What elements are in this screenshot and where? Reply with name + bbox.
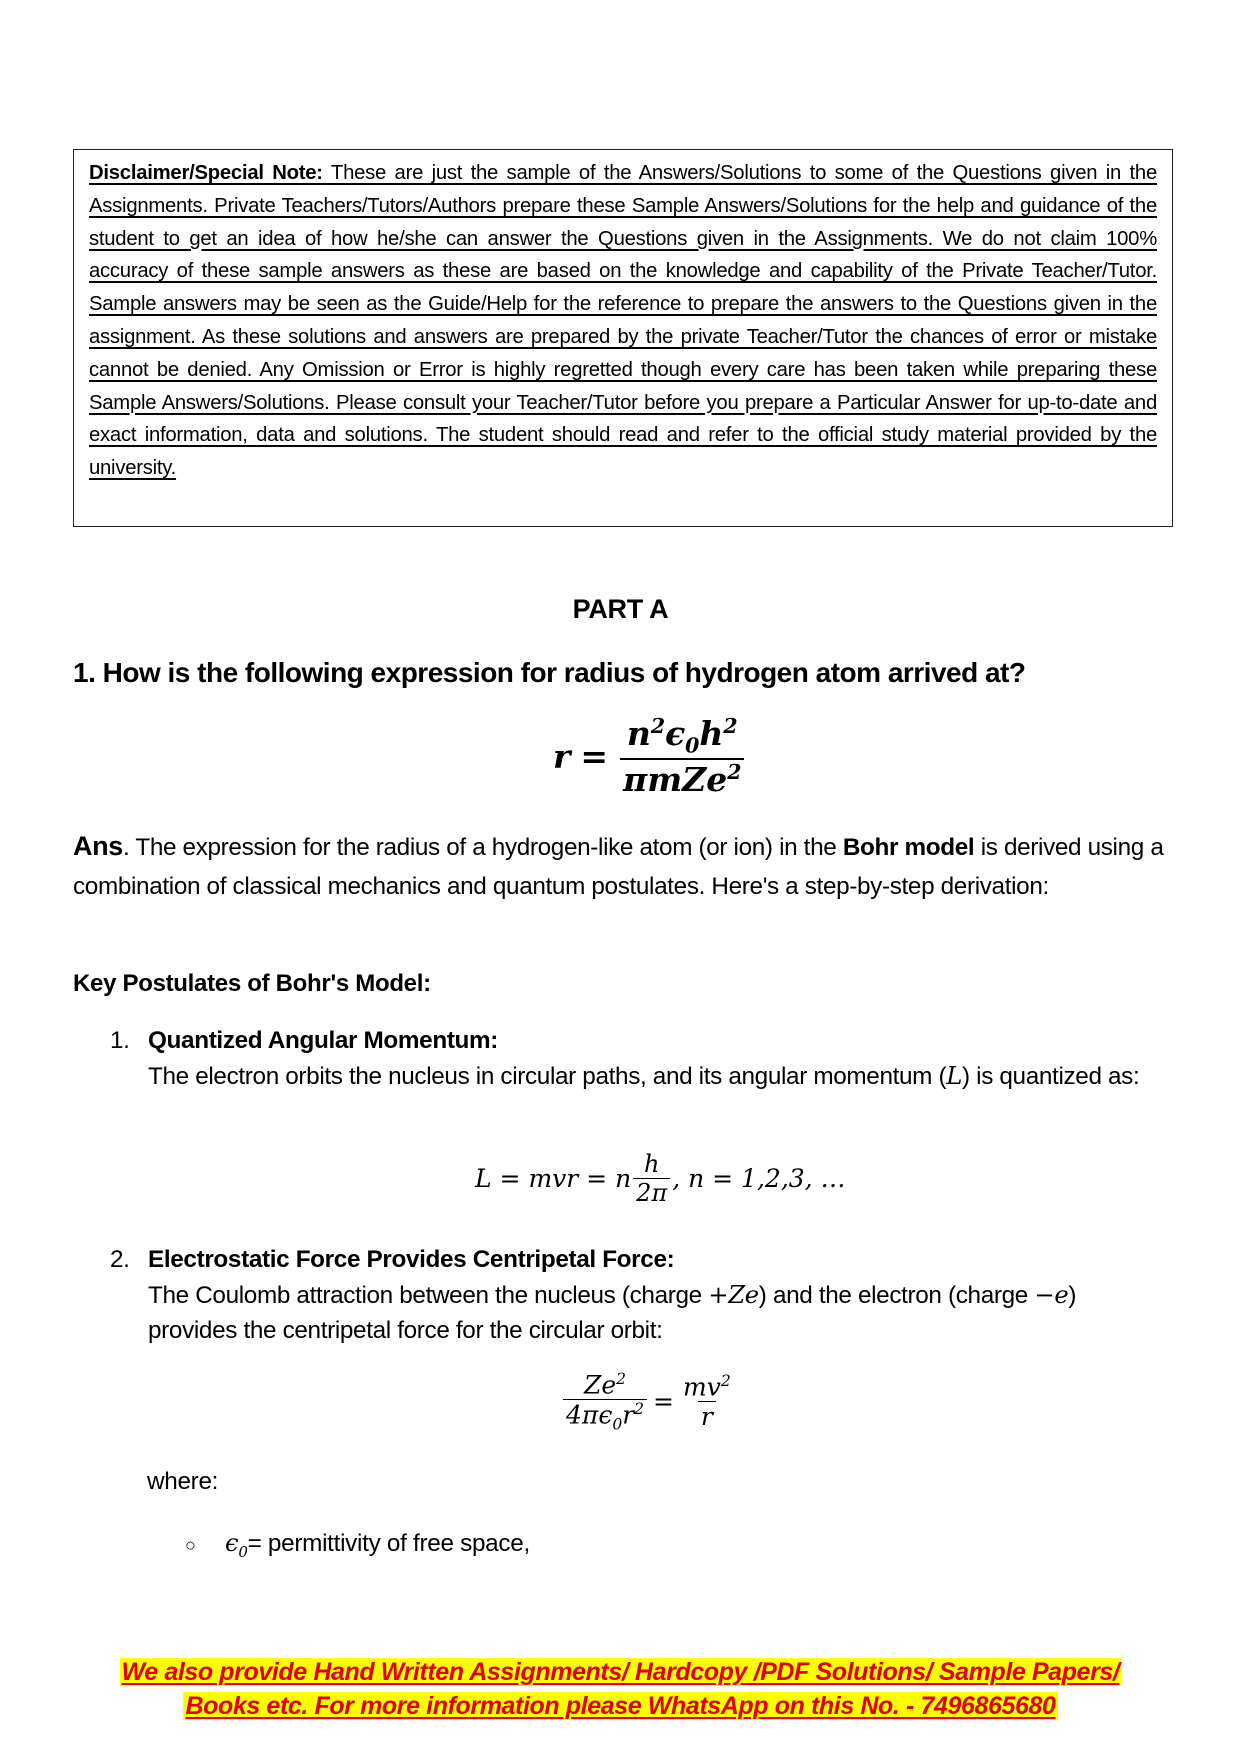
disclaimer-paragraph — [89, 157, 1157, 485]
equation-rhs: , n = 1,2,3, … — [672, 1164, 846, 1193]
promo-line-2: Books etc. For more information please WhatsApp on this No. - 7496865680 — [185, 1692, 1056, 1720]
bullet-list-item — [185, 1528, 530, 1561]
angular-momentum-equation — [475, 1150, 846, 1207]
equation-lhs: L = mvr = n — [475, 1164, 632, 1193]
text-segment: ) is quantized as: — [962, 1063, 1140, 1090]
where-label: where: — [147, 1468, 219, 1495]
text-segment: ) provides the centripetal force for the circular orbit: — [148, 1282, 1077, 1344]
question-heading: 1. How is the following expression for radius of hydrogen atom arrived at? — [73, 657, 1026, 688]
answer-text-2: is derived using a combination of classical mechanics and quantum postulates. Here's a step-by-step derivation: — [73, 834, 1164, 900]
right-denominator: r — [698, 1401, 716, 1431]
left-fraction — [563, 1370, 647, 1434]
right-numerator: $mv^2$ — [683, 1372, 731, 1402]
answer-bold-term: Bohr model — [842, 834, 975, 861]
bullet-text: = permittivity of free space, — [247, 1530, 530, 1557]
coulomb-equation — [563, 1370, 734, 1434]
disclaimer-body: These are just the sample of the Answers/Solutions to some of the Questions given in the Assignments. Private Teachers/Tutors/Authors prepare these Sample Answers/Solutions for the help and guidance of the student to get an idea of how he/she can answer the Questions given in the Assignments. We do not claim 100% accuracy of these sample answers as these are based on the knowledge and capability of the Private Teacher/Tutor. Sample answers may be seen as the Guide/Help for the reference to prepare the answers to the Questions given in the assignment. As these solutions and answers are prepared by the private Teacher/Tutor the chances of error or mistake cannot be denied. Any Omission or Error is highly regretted though every care has been taken while preparing these Sample Answers/Solutions. Please consult your Teacher/Tutor before you prepare a Particular Answer for up-to-date and exact information, data and solutions. The student should read and refer to the official study material provided by the university. — [89, 162, 1157, 480]
equation-fraction — [633, 1150, 670, 1207]
equation-numerator: h — [643, 1150, 660, 1178]
answer-text-1: . The expression for the radius of a hydrogen-like atom (or ion) in the — [122, 834, 843, 861]
text-segment: The electron orbits the nucleus in circular paths, and its angular momentum ( — [148, 1063, 947, 1090]
disclaimer-label: Disclaimer/Special Note: — [89, 162, 323, 184]
equation-denominator: 2π — [633, 1178, 670, 1207]
math-symbol: −e — [1034, 1280, 1069, 1309]
list-number: 1. — [110, 1027, 130, 1054]
list-item-title: Electrostatic Force Provides Centripetal Force: — [148, 1246, 675, 1273]
answer-paragraph — [73, 827, 1173, 906]
list-item-description — [148, 1058, 1150, 1094]
promo-banner — [0, 1655, 1241, 1723]
right-fraction — [680, 1372, 734, 1431]
list-number: 2. — [110, 1246, 130, 1273]
list-item-description — [148, 1277, 1150, 1348]
text-segment: ) and the electron (charge — [758, 1282, 1035, 1309]
text-segment: The Coulomb attraction between the nucleus (charge — [148, 1282, 709, 1309]
left-denominator: $4\pi\epsilon_0r^2$ — [563, 1399, 647, 1433]
math-symbol: +Ze — [708, 1280, 759, 1309]
equals-sign: = — [653, 1387, 674, 1417]
list-item — [110, 1023, 1150, 1094]
answer-label: Ans — [73, 831, 123, 861]
equation-fraction — [620, 714, 744, 799]
equation-denominator: πmZe$^2$ — [620, 758, 744, 799]
list-item — [110, 1242, 1150, 1348]
math-symbol: L — [946, 1061, 962, 1090]
disclaimer-box — [73, 149, 1173, 527]
part-title: PART A — [572, 594, 669, 624]
equals-sign: = — [580, 736, 609, 776]
radius-equation — [553, 714, 744, 799]
equation-numerator: $n^2\epsilon_0h^2$ — [626, 714, 738, 758]
equation-lhs: r — [553, 736, 571, 776]
list-item-title: Quantized Angular Momentum: — [148, 1027, 499, 1054]
math-symbol: $\epsilon_0$ — [225, 1528, 248, 1561]
key-postulates-heading: Key Postulates of Bohr's Model: — [73, 970, 431, 997]
hollow-circle-bullet-icon: ○ — [185, 1535, 196, 1555]
left-numerator: Ze$^2$ — [584, 1370, 627, 1400]
promo-line-1: We also provide Hand Written Assignments/ Hardcopy /PDF Solutions/ Sample Papers/ — [121, 1658, 1120, 1686]
